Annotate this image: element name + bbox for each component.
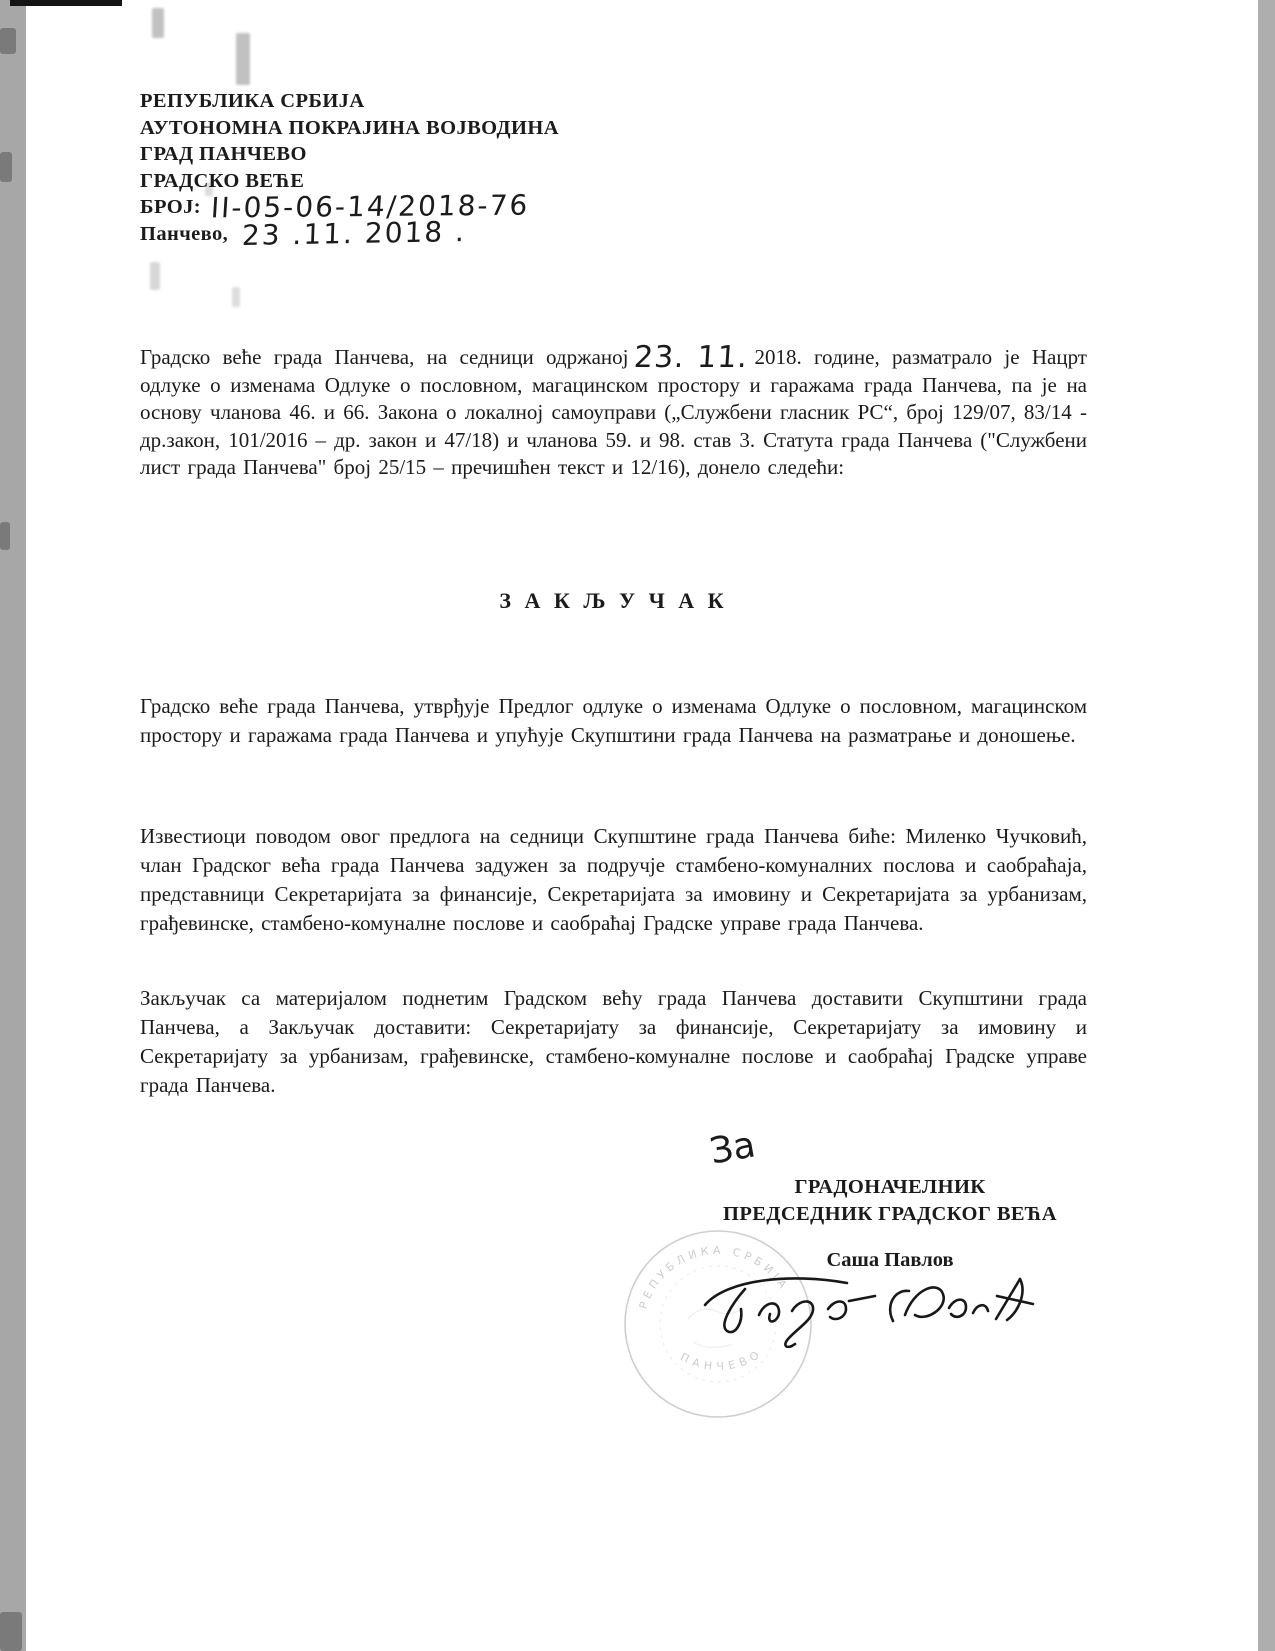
paragraph-decision: Градско веће града Панчева, утврђује Предлог одлуке о изменама Одлуке о пословном, магацинском простору и гаражама града Панчева и упућује Скупштини града Панчева на разматрање и доношење.: [140, 694, 1087, 747]
scan-edge-right: [1258, 0, 1275, 1651]
smudge-mark: [236, 33, 250, 85]
signer-title-council-president: ПРЕДСЕДНИК ГРАДСКОГ ВЕЋА: [723, 1203, 1057, 1225]
handwritten-signature: [697, 1263, 1047, 1348]
paragraph-distribution: Закључак са материјалом поднетим Градском већу града Панчева доставити Скупштини града Панчева, а Закључак доставити: Секретаријату за финансије, Секретаријату за имовину и Секретаријату за урбанизам, грађевинске, стамбено-комуналне послове и саобраћај Градске управе града Панчева.: [140, 986, 1087, 1097]
paragraph-rapporteurs: Известиоци поводом овог предлога на седници Скупштине града Панчева биће: Миленко Чучковић, члан Градског већа града Панчева задужен за подручје стамбено-комуналних послова и саобраћаја, представници Секретаријата за финансије, Секретаријата за имовину и Секретаријата за урбанизам, грађевинске, стамбено-комуналне послове и саобраћај Градске управе града Панчева.: [140, 824, 1087, 935]
case-number-handwritten: II-05-06-14/2018-76: [209, 188, 531, 225]
signature-block: [705, 1174, 1075, 1228]
document-title: З А К Љ У Ч А К: [499, 588, 728, 613]
smudge-mark: [232, 287, 240, 307]
signer-name: Саша Павлов: [826, 1249, 954, 1271]
case-number-label: БРОЈ:: [140, 196, 201, 218]
letterhead-city: ГРАД ПАНЧЕВО: [140, 143, 307, 165]
scan-blob: [0, 152, 12, 182]
scan-blob: [0, 1612, 22, 1651]
letterhead-province: АУТОНОМНА ПОКРАЈИНА ВОЈВОДИНА: [140, 116, 559, 139]
smudge-mark: [150, 262, 160, 290]
scan-edge-top: [10, 0, 122, 6]
date-handwritten: 23 .11. 2018 .: [241, 214, 467, 252]
smudge-mark: [152, 8, 164, 38]
opening-text-pre: Градско веће града Панчева, на седници одржаној: [140, 345, 629, 369]
session-date-handwritten: 23. 11.: [633, 340, 750, 375]
signer-title-mayor: ГРАДОНАЧЕЛНИК: [794, 1176, 986, 1198]
za-annotation-handwritten: За: [706, 1124, 759, 1173]
paragraph-opening: [140, 340, 1087, 482]
opening-text-post: 2018. године, разматрало је Нацрт одлуке о изменама Одлуке о пословном, магацинском простору и гаражама града Панчева, па је на основу чланова 46. и 66. Закона о локалној самоуправи („Службени гласник РС“, број 129/07, 83/14 - др.закон, 101/2016 – др. закон и 47/18) и чланова 59. и 98. став 3. Статута града Панчева ("Службени лист града Панчева" број 25/15 – пречишћен текст и 12/16), донело следећи:: [140, 345, 1087, 479]
scan-blob: [0, 522, 10, 550]
stamp-text-bottom: ПАНЧЕВО: [678, 1345, 766, 1374]
scan-edge-left: [0, 0, 26, 1651]
scan-blob: [0, 28, 16, 54]
letterhead-republic: РЕПУБЛИКА СРБИЈА: [140, 90, 365, 112]
place-label: Панчево,: [140, 222, 229, 245]
place-date-row: [140, 214, 559, 252]
stamp-text-top: РЕПУБЛИКА СРБИЈА: [636, 1243, 792, 1311]
letterhead-council: ГРАДСКО ВЕЋЕ: [140, 169, 305, 192]
letterhead: [140, 88, 559, 252]
svg-text:ПАНЧЕВО: [678, 1346, 766, 1373]
